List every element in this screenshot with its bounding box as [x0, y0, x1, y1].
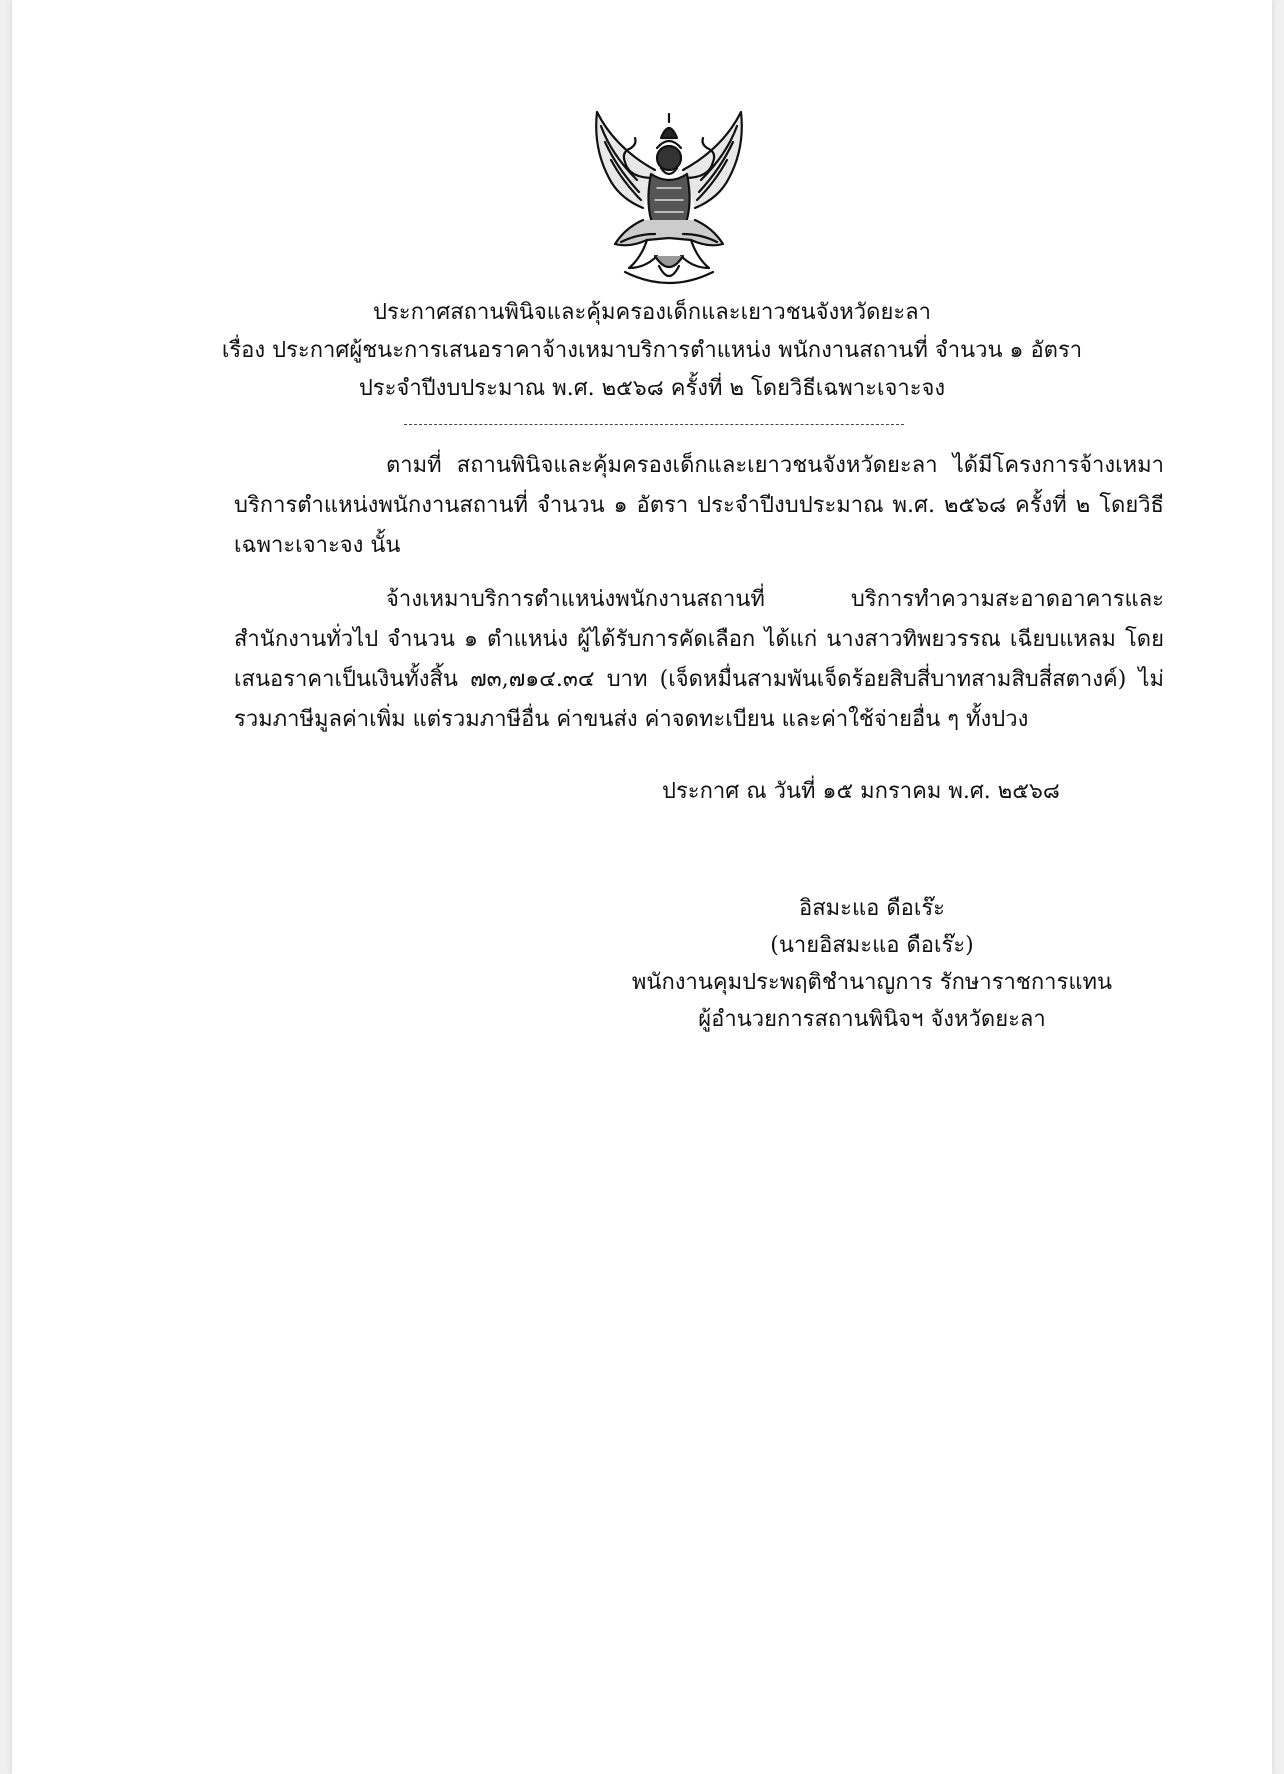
document-page: [12, 0, 1272, 1774]
paragraph-1-text: ตามที่ สถานพินิจและคุ้มครองเด็กและเยาวชนจังหวัดยะลา ได้มีโครงการจ้างเหมาบริการตำแหน่งพนักงานสถานที่ จำนวน ๑ อัตรา ประจำปีงบประมาณ พ.ศ. ๒๕๖๘ ครั้งที่ ๒ โดยวิธีเฉพาะเจาะจง นั้น: [234, 453, 1164, 558]
signer-position-2: ผู้อำนวยการสถานพินิจฯ จังหวัดยะลา: [698, 1007, 1046, 1032]
signature-block: [612, 890, 1132, 1038]
announcement-subject: เรื่อง ประกาศผู้ชนะการเสนอราคาจ้างเหมาบริการตำแหน่ง พนักงานสถานที่ จำนวน ๑ อัตรา: [221, 338, 1083, 363]
body-paragraph-1: [234, 446, 1164, 566]
garuda-emblem-icon: [585, 108, 753, 290]
body-paragraph-2: [234, 580, 1164, 740]
signed-name: อิสมะแอ ดือเร๊ะ: [799, 896, 945, 921]
announcement-date: ประกาศ ณ วันที่ ๑๕ มกราคม พ.ศ. ๒๕๖๘: [662, 779, 1060, 804]
paragraph-2-text: จ้างเหมาบริการตำแหน่งพนักงานสถานที่ บริการทำความสะอาดอาคารและสำนักงานทั่วไป จำนวน ๑ ตำแหน่ง ผู้ได้รับการคัดเลือก ได้แก่ นางสาวทิพยวรรณ เฉียบแหลม โดยเสนอราคาเป็นเงินทั้งสิ้น ๗๓,๗๑๔.๓๔ บาท (เจ็ดหมื่นสามพันเจ็ดร้อยสิบสี่บาทสามสิบสี่สตางค์) ไม่รวมภาษีมูลค่าเพิ่ม แต่รวมภาษีอื่น ค่าขนส่ง ค่าจดทะเบียน และค่าใช้จ่ายอื่น ๆ ทั้งปวง: [234, 587, 1164, 732]
announcement-title: ประกาศสถานพินิจและคุ้มครองเด็กและเยาวชนจังหวัดยะลา: [372, 300, 931, 325]
signer-position: พนักงานคุมประพฤติชำนาญการ รักษาราชการแทน: [631, 970, 1113, 995]
printed-name: (นายอิสมะแอ ดือเร๊ะ): [770, 933, 974, 958]
dashed-divider: [404, 424, 904, 425]
announcement-subject-line2: ประจำปีงบประมาณ พ.ศ. ๒๕๖๘ ครั้งที่ ๒ โดยวิธีเฉพาะเจาะจง: [358, 376, 946, 401]
